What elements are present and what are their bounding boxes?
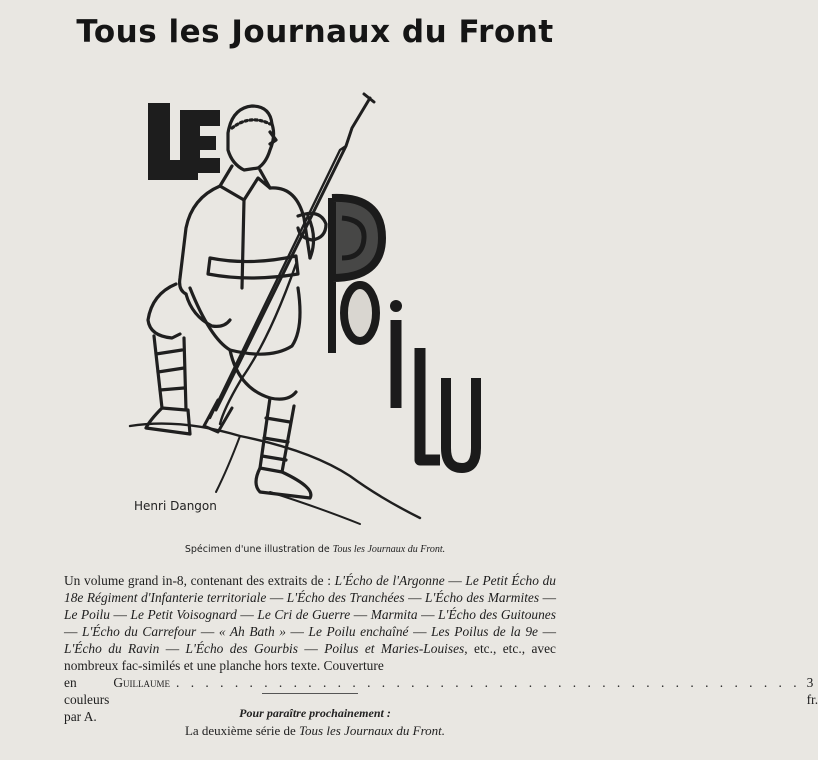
- artist-signature: Henri Dangon: [134, 499, 217, 513]
- price: 3 fr.: [806, 675, 818, 707]
- illustration-caption: [0, 544, 630, 555]
- journal-9: L'Écho du Carrefour: [82, 624, 197, 639]
- forthcoming-heading: Pour paraître prochainement :: [239, 706, 391, 720]
- journal-4: Le Poilu: [64, 607, 110, 622]
- journal-7: Marmita: [370, 607, 418, 622]
- journal-11: Le Poilu enchaîné: [308, 624, 409, 639]
- cover-by-prefix: en couleurs par A.: [64, 675, 110, 724]
- logo-le: [148, 103, 222, 180]
- page-title: Tous les Journaux du Front: [76, 14, 554, 50]
- le-poilu-illustration: [120, 88, 500, 528]
- forthcoming-title: Tous les Journaux du Front.: [299, 723, 446, 738]
- journal-2: L'Écho des Tranchées: [286, 590, 405, 605]
- journal-14: L'Écho des Gourbis: [185, 641, 298, 656]
- forthcoming-prefix: La deuxième série de: [184, 723, 296, 738]
- journal-3: L'Écho des Marmites: [425, 590, 540, 605]
- description-intro: Un volume grand in-8, contenant des extraits de :: [64, 573, 331, 588]
- journal-0: L'Écho de l'Argonne: [334, 573, 445, 588]
- journal-10: « Ah Bath »: [218, 624, 286, 639]
- volume-description: Un volume grand in-8, contenant des extraits de : L'Écho de l'Argonne — Le Petit Écho du 18e Régiment d'Infanterie territoriale — L'Écho des Tranchées — L'Écho des Marmites — Le Poilu — Le Petit Voisognard — Le Cri de Guerre — Marmita — L'Écho des Guitounes — L'Écho du Carrefour — « Ah Bath » — Le Poilu enchaîné — Les Poilus de la 9e — L'Écho du Ravin — L'Écho des Gourbis — Poilus et Maries-Louises, etc., etc., avec nombreux fac-similés et une planche hors texte. Couverture en couleurs par A. Guillaume . . . . . . . . . . . . . . . . . . . . . . . . . . . . . . . . . . . . . . . . . . . 3 fr.: [64, 573, 818, 724]
- journal-8: L'Écho des Guitounes: [438, 607, 556, 622]
- journal-13: L'Écho du Ravin: [64, 641, 160, 656]
- journal-15: Poilus et Maries-Louises: [324, 641, 465, 656]
- forthcoming-line: [0, 723, 630, 739]
- journal-1: Le Petit Écho du 18e Régiment d'Infanterie territoriale: [64, 573, 556, 605]
- journal-6: Le Cri de Guerre: [257, 607, 351, 622]
- leader-dots: . . . . . . . . . . . . . . . . . . . . . . . . . . . . . . . . . . . . . . . . . . .: [176, 675, 801, 690]
- divider-rule: [262, 693, 358, 694]
- description-continuation: etc., etc., avec nombreux fac-similés et une planche hors texte. Couverture: [64, 641, 556, 673]
- cover-artist: Guillaume: [113, 675, 171, 690]
- journal-12: Les Poilus de la 9e: [431, 624, 538, 639]
- caption-prefix: Spécimen d'une illustration de: [184, 544, 330, 555]
- journal-5: Le Petit Voisognard: [130, 607, 237, 622]
- caption-title: Tous les Journaux du Front.: [332, 544, 446, 555]
- logo-poilu: [332, 198, 476, 468]
